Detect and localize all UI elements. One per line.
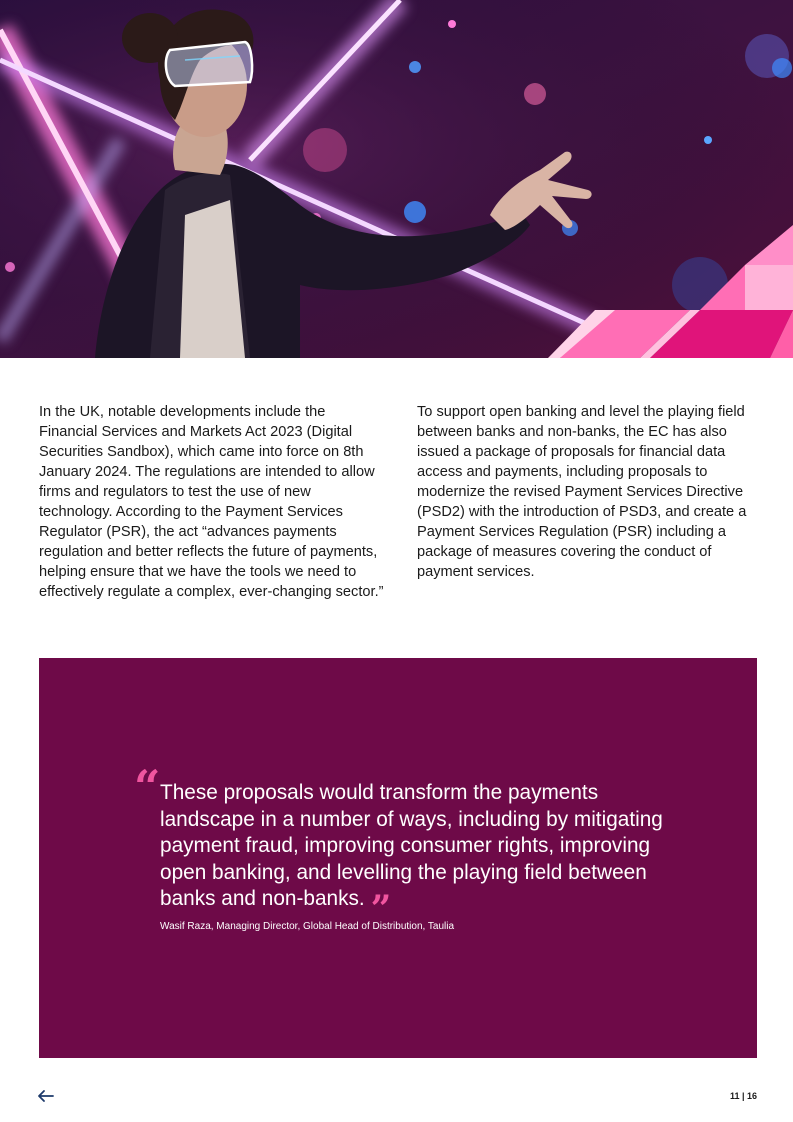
quote-attribution: Wasif Raza, Managing Director, Global Head of Distribution, Taulia	[160, 921, 455, 932]
open-quote-mark: “	[134, 760, 161, 814]
page-number: 11 | 16	[729, 1091, 757, 1101]
body-text-right: To support open banking and level the playing field between banks and non-banks, the EC has also issued a package of proposals for financial data access and payments, including proposals to modernize the revised Payment Services Directive (PSD2) with the introduction of PSD3, and create a Payment Services Regulation (PSR) including a package of measures covering the conduct of payment services.	[417, 404, 747, 580]
close-quote-mark: ”	[370, 888, 392, 931]
pull-quote-text: These proposals would transform the payments landscape in a number of ways, including by mitigating payment fraud, improving consumer rights, improving open banking, and levelling the playing field between banks and non-banks.	[160, 781, 663, 911]
hero-illustration	[0, 0, 793, 358]
arrow-left-icon[interactable]	[37, 1087, 55, 1105]
hero-image	[0, 0, 793, 358]
body-text-left: In the UK, notable developments include the Financial Services and Markets Act 2023 (Digital Securities Sandbox), which came into force on 8th January 2024. The regulations are intended to allow firms and regulators to test the use of new technology. According to the Payment Services Regulator (PSR), the act “advances payments regulation and better reflects the future of payments, helping ensure that we have the tools we need to effectively regulate a complex, ever-changing sector.”	[39, 404, 384, 600]
pull-quote-box	[39, 658, 757, 1058]
